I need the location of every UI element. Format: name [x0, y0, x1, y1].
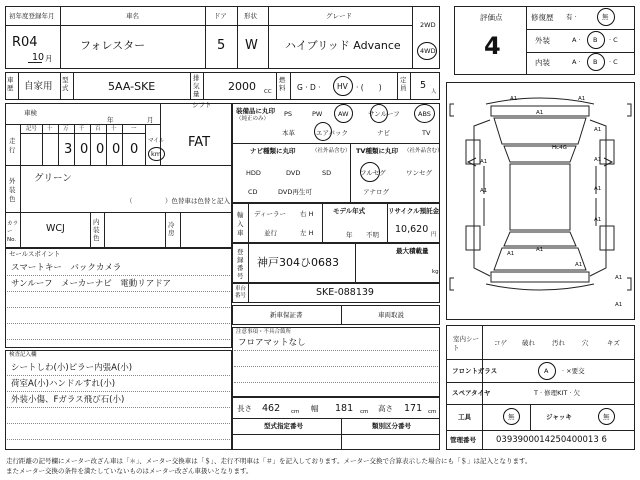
inspection-month: 月: [147, 116, 154, 124]
equip-pw: PW: [312, 110, 323, 118]
chassis-value: SKE-088139: [316, 287, 374, 298]
car-diagram: [446, 82, 635, 320]
fuel-other: · ( ): [356, 83, 382, 92]
interior-color-label: 内装色: [93, 218, 100, 242]
spare-label: スペアタイヤ: [452, 389, 491, 397]
equip-airbag: エアバック: [316, 129, 348, 137]
import-right: 右 H: [300, 210, 314, 218]
length-value: 462: [262, 403, 281, 414]
color-note: （ ）色替車は色替と記入: [126, 197, 230, 205]
notes-label: 注意事項・不具合箇所: [236, 329, 292, 335]
digit-h4: 百: [95, 126, 101, 132]
footer-line-1: 走行距離の記号欄にメーター改ざん車は「＊」、メーター交換車は「＄」、走行不明車は「＃」を記入しております。メーター交換で合算表示した場合にも「＄」は記入となります。: [6, 457, 532, 465]
repair-label: 修復歴: [531, 13, 554, 22]
digit-h2: 万: [63, 126, 69, 132]
car-name: フォレスター: [80, 39, 146, 52]
repair-selected: 無: [602, 13, 609, 21]
door-value: 5: [217, 38, 226, 53]
model-year-unknown: 不明: [366, 231, 379, 239]
fuel-hv: HV: [337, 82, 348, 91]
run-label: 走行: [9, 137, 16, 154]
digit-h0: 記号: [26, 126, 38, 132]
exterior-label: 外装: [535, 36, 550, 45]
reg-year: R04: [12, 35, 38, 50]
category-label: 類別区分番号: [372, 422, 411, 430]
damage-code-1: A1: [510, 96, 518, 102]
notes-value: フロアマットなし: [238, 338, 306, 348]
shape-value: W: [245, 38, 258, 53]
exterior-c: · C: [609, 36, 618, 44]
footer-line-2: またメーター交換の条件を満たしていないものはメーター改ざん車扱いとなります。: [6, 467, 253, 475]
equip-sunroof: サンルーフ: [368, 110, 400, 118]
interior-a: A ·: [572, 58, 581, 66]
use-value: 自家用: [24, 81, 53, 92]
import-parallel: 並行: [264, 229, 277, 237]
cabin-item-5: キズ: [607, 339, 620, 347]
equipment-sub: （純正のみ）: [236, 116, 270, 122]
selling-point-2: サンルーフ メーカーナビ 電動リアドア: [11, 279, 172, 289]
selling-point-1: スマートキー バックカメラ: [11, 263, 122, 273]
height-cm: cm: [428, 409, 437, 415]
inspector-label: 検査記入欄: [9, 352, 37, 358]
registration-value: 神戸304ひ0683: [257, 256, 339, 269]
cold-label: 冷房: [168, 221, 175, 237]
shift-value: FAT: [188, 135, 211, 150]
equip-navi: ナビ: [377, 129, 390, 137]
interior-selected: B: [593, 58, 598, 66]
interior-label: 内装: [535, 58, 550, 67]
interior-c: · C: [609, 58, 618, 66]
inspector-line-1: シートしわ(小)ピラー内張A(小): [11, 363, 133, 373]
digit-3: 0: [112, 142, 121, 157]
registration-label: 登録番号: [237, 248, 244, 280]
width-cm: cm: [360, 409, 369, 415]
digit-0: 3: [64, 142, 73, 157]
damage-code-10: A1: [507, 251, 515, 257]
type-label: 型式指定番号: [264, 422, 303, 430]
use-label: 車歴: [7, 76, 14, 92]
capacity-value: 5: [420, 80, 427, 91]
damage-code-6: A1: [594, 157, 602, 163]
manual-label: 車両取説: [378, 311, 404, 319]
equip-tv: TV: [422, 129, 431, 137]
navi-dvd-play: DVD再生可: [278, 188, 312, 196]
tools-selected: 無: [508, 413, 515, 421]
grade-label: グレード: [326, 12, 352, 20]
equipment-label: 装備品に丸印: [236, 107, 275, 115]
navi-cd: CD: [248, 188, 258, 196]
shift-label: シフト: [192, 101, 212, 109]
jack-selected: 無: [603, 413, 610, 421]
mgmt-value: 0393900014250400013 6: [496, 435, 607, 445]
car-name-label: 車名: [126, 12, 139, 20]
navi-sd: SD: [322, 169, 332, 177]
damage-code-5: A1: [480, 159, 488, 165]
model-label: 型式: [62, 76, 69, 92]
recycle-yen: 円: [431, 232, 437, 238]
digit-h5: 十: [111, 126, 117, 132]
model-value: 5AA-SKE: [108, 80, 156, 93]
front-glass-rest: · ×要交: [562, 367, 585, 375]
damage-special: Hc4G: [552, 145, 567, 151]
inspection-label: 車検: [24, 109, 37, 117]
mgmt-label: 管理番号: [450, 436, 476, 444]
damage-code-13: A1: [615, 275, 623, 281]
door-label: ドア: [214, 12, 227, 20]
jack-label: ジャッキ: [546, 413, 572, 421]
color-no-label: カラーNo.: [7, 221, 19, 243]
damage-code-12: A1: [575, 262, 583, 268]
digit-2: 0: [96, 142, 105, 157]
reg-month: 10: [32, 52, 45, 63]
recycle-value: 10,620: [395, 224, 429, 235]
inspector-line-3: 外装小傷、Fガラス飛び石(小): [11, 395, 125, 405]
navi-hdd: HDD: [246, 169, 261, 177]
height-value: 171: [404, 403, 423, 414]
unit-mile: マイル: [148, 138, 165, 144]
cabin-item-3: 汚れ: [552, 339, 565, 347]
import-left: 左 H: [300, 229, 314, 237]
front-glass-selected: A: [544, 367, 549, 375]
damage-code-14: A1: [615, 302, 623, 308]
reg-label: 初年度登録年月: [9, 12, 55, 20]
cabin-item-4: 穴: [582, 339, 589, 347]
damage-code-11: A1: [536, 247, 544, 253]
digit-h6: 一: [131, 126, 137, 132]
height-label: 高さ: [378, 404, 393, 413]
inspection-year: 年: [107, 116, 114, 124]
displacement-value: 2000: [228, 80, 256, 93]
import-dealer: ディーラー: [254, 210, 286, 218]
navi-label: ナビ種類に丸印: [250, 147, 296, 155]
tv-fullseg: フルセグ: [360, 169, 386, 177]
digit-h3: 千: [79, 126, 85, 132]
cabin-label: 室内シート: [453, 335, 479, 352]
color-no-value: WCJ: [46, 223, 65, 234]
exterior-a: A ·: [572, 36, 581, 44]
drive-4wd: 4WD: [420, 47, 436, 55]
cabin-item-2: 破れ: [522, 339, 535, 347]
recycle-label: リサイクル預託金: [388, 207, 440, 215]
max-load-kg: kg: [432, 269, 439, 275]
grade-value: ハイブリッド Advance: [285, 39, 401, 52]
spare-rest: T · 修理KIT · 欠: [534, 389, 581, 397]
equip-ps: PS: [284, 110, 293, 118]
cabin-item-1: コゲ: [494, 339, 507, 347]
shape-label: 形状: [244, 12, 257, 20]
unit-km: km: [151, 150, 162, 158]
tools-label: 工具: [458, 413, 471, 421]
damage-code-2: A1: [578, 96, 586, 102]
damage-code-3: A1: [536, 110, 544, 116]
selling-points-label: セールスポイント: [9, 250, 61, 258]
capacity-unit: 人: [431, 89, 437, 95]
cc-unit: CC: [264, 89, 272, 95]
score-value: 4: [484, 32, 501, 60]
damage-code-4: A1: [594, 127, 602, 133]
inspector-line-2: 荷室A(小)ハンドルすれ(小): [11, 379, 116, 389]
score-label: 評価点: [480, 13, 503, 22]
equip-leather: 本革: [282, 129, 295, 137]
reg-month-unit: 月: [45, 54, 53, 63]
navi-sub: （社外品含む）: [312, 148, 351, 154]
color-value: グリーン: [34, 173, 72, 184]
max-load-label: 最大積載量: [396, 247, 429, 255]
tv-oneseg: ワンセグ: [406, 169, 432, 177]
repair-options: 有 ·: [566, 13, 577, 21]
tv-analog: アナログ: [363, 188, 389, 196]
drive-2wd: 2WD: [420, 21, 436, 29]
model-year-unit: 年: [346, 231, 353, 239]
import-label: 輸入車: [237, 211, 244, 237]
damage-code-7: A1: [594, 186, 602, 192]
tv-label: TV種類に丸印: [356, 147, 398, 155]
exterior-selected: B: [593, 36, 598, 44]
length-label: 長さ: [237, 404, 252, 413]
damage-code-9: A1: [594, 217, 602, 223]
front-glass-label: フロントガラス: [452, 367, 498, 375]
navi-dvd: DVD: [286, 169, 301, 177]
chassis-label: 車台番号: [235, 286, 247, 299]
width-value: 181: [335, 403, 354, 414]
fuel-label: 燃料: [279, 76, 286, 92]
color-label: 外装色: [9, 177, 16, 203]
capacity-label: 定員: [400, 76, 407, 92]
digit-1: 0: [80, 142, 89, 157]
displacement-label: 排気量: [193, 74, 200, 98]
damage-code-8: A1: [480, 188, 488, 194]
width-label: 幅: [311, 404, 319, 413]
digit-4: 0: [130, 142, 139, 157]
fuel-options: G · D ·: [297, 83, 321, 92]
digit-h1: 十: [47, 126, 53, 132]
equip-abs: ABS: [418, 110, 431, 118]
length-cm: cm: [291, 409, 300, 415]
model-year-label: モデル年式: [333, 207, 366, 215]
equip-aw: AW: [338, 110, 349, 118]
warranty-label: 新車保証書: [270, 311, 303, 319]
warranty-box: [232, 305, 440, 325]
tv-sub: （社外品含む）: [404, 148, 443, 154]
